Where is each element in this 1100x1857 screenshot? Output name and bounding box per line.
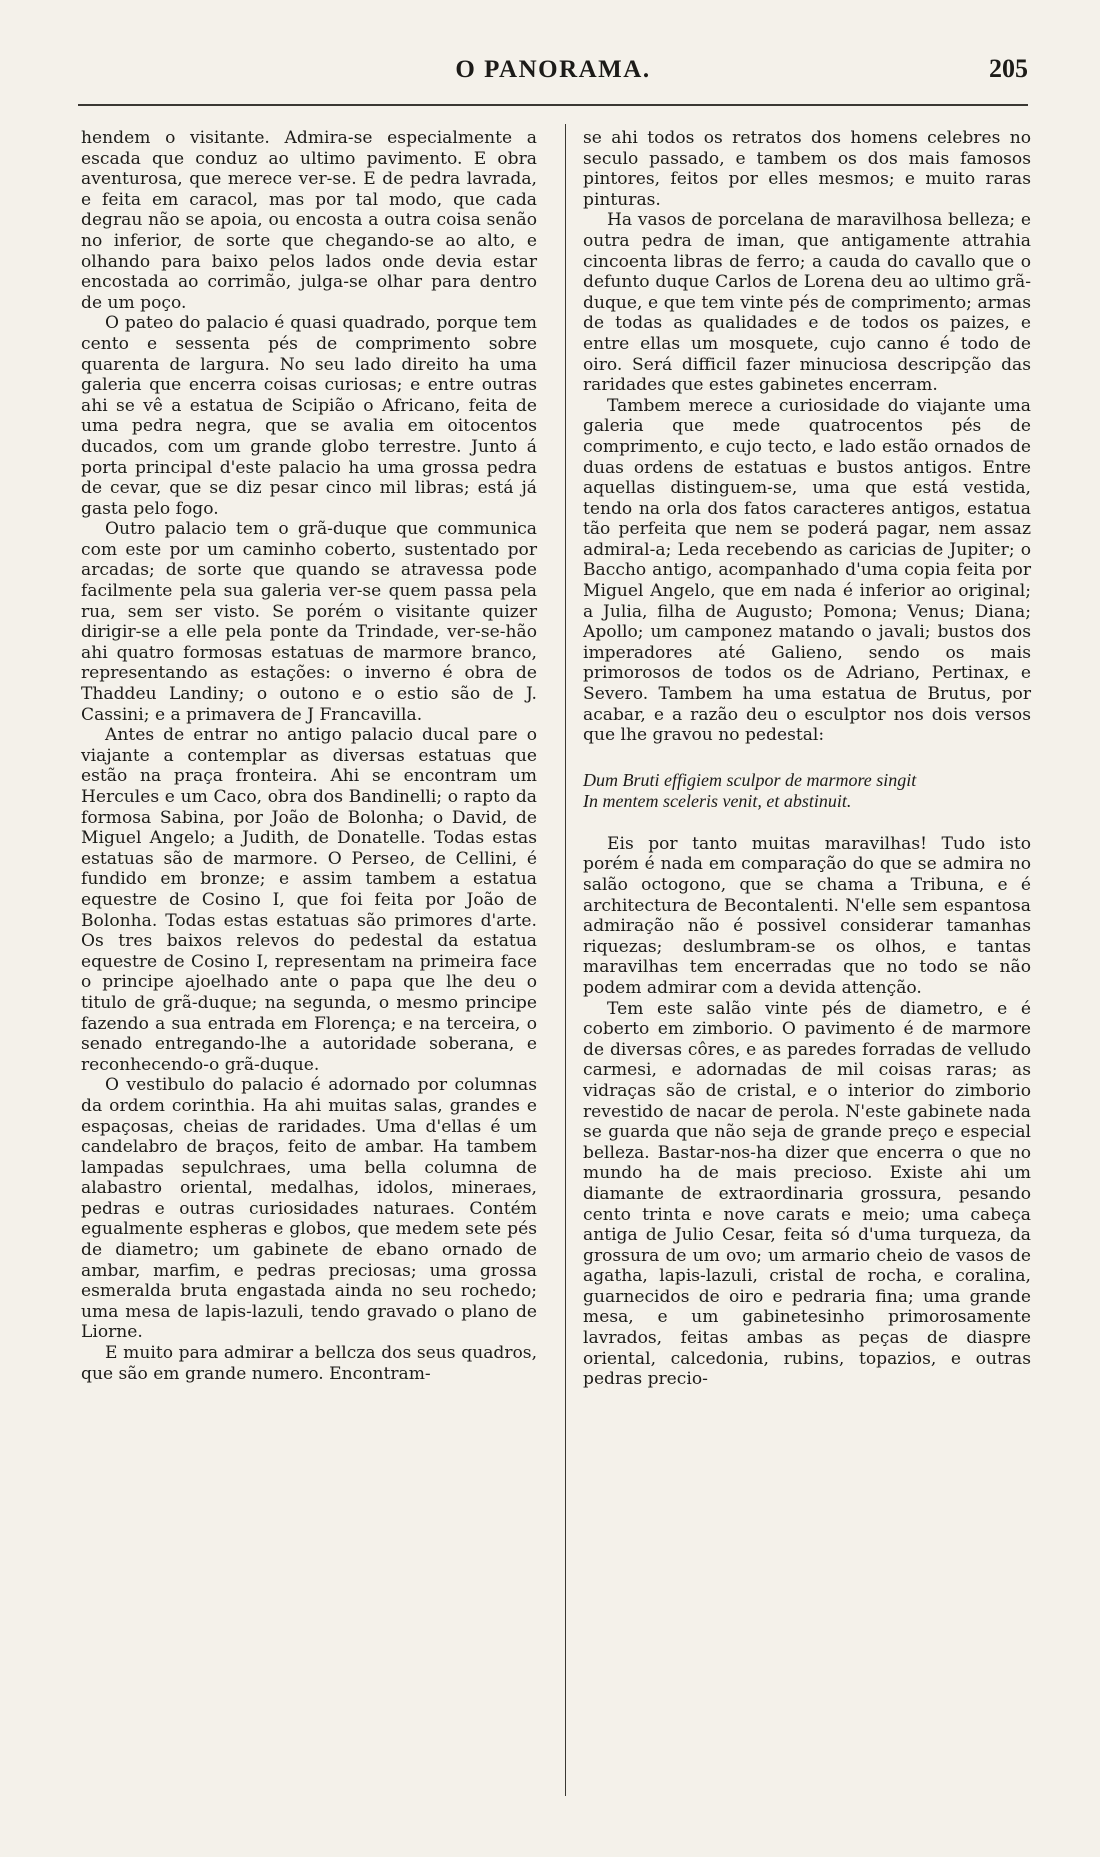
paragraph: Ha vasos de porcelana de maravilhosa belleza; e outra pedra de iman, que antigamente attrahia cincoenta libras de ferro; a cauda do cavallo que o defunto duque Carlos de Lorena deu ao ultimo grã-duque, e que tem vinte pés de comprimento; armas de todas as qualidades e de todos os paizes, e entre ellas um mosquete, cujo canno é todo de oiro. Será difficil fazer minuciosa descripção das raridades que estes gabinetes encerram.	[583, 210, 1031, 396]
left-column	[81, 128, 537, 1384]
paragraph: O pateo do palacio é quasi quadrado, porque tem cento e sessenta pés de comprimento sobre quarenta de largura. No seu lado direito ha uma galeria que encerra coisas curiosas; e entre outras ahi se vê a estatua de Scipião o Africano, feita de uma pedra negra, que se avalia em oitocentos ducados, com um grande globo terrestre. Junto á porta principal d'este palacio ha uma grossa pedra de cevar, que se diz pesar cinco mil libras; está já gasta pelo fogo.	[81, 313, 537, 519]
latin-verse-quote	[583, 770, 1031, 812]
paragraph: se ahi todos os retratos dos homens celebres no seculo passado, e tambem os dos mais famosos pintores, feitos por elles mesmos; e muito raras pinturas.	[583, 128, 1031, 210]
right-column	[583, 128, 1031, 1390]
paragraph: Antes de entrar no antigo palacio ducal pare o viajante a contemplar as diversas estatuas que estão na praça fronteira. Ahi se encontram um Hercules e um Caco, obra dos Bandinelli; o rapto da formosa Sabina, por João de Bolonha; o David, de Miguel Angelo; a Judith, de Donatelle. Todas estas estatuas são de marmore. O Perseo, de Cellini, é fundido em bronze; e assim tambem a estatua equestre de Cosino I, que foi feita por João de Bolonha. Todas estas estatuas são primores d'arte. Os tres baixos relevos do pedestal da estatua equestre de Cosino I, representam na primeira face o principe ajoelhado ante o papa que lhe deu o titulo de grã-duque; na segunda, o mesmo principe fazendo a sua entrada em Florença; e na terceira, o senado entregando-lhe a autoridade soberana, e reconhecendo-o grã-duque.	[81, 725, 537, 1075]
column-divider	[565, 124, 566, 1796]
header-rule	[78, 104, 1028, 106]
publication-title: O PANORAMA.	[455, 56, 651, 83]
verse-line: In mentem sceleris venit, et abstinuit.	[583, 790, 852, 811]
paragraph: Eis por tanto muitas maravilhas! Tudo isto porém é nada em comparação do que se admira no salão octogono, que se chama a Tribuna, e é architectura de Becontalenti. N'elle sem espantosa admiração não é possivel considerar tamanhas riquezas; deslumbram-se os olhos, e tantas maravilhas tem encerradas que no todo se não podem admirar com a devida attenção.	[583, 833, 1031, 998]
paragraph: hendem o visitante. Admira-se especialmente a escada que conduz ao ultimo pavimento. E obra aventurosa, que merece ver-se. E de pedra lavrada, e feita em caracol, mas por tal modo, que cada degrau não se apoia, ou encosta a outra coisa senão no inferior, de sorte que chegando-se ao alto, e olhando para baixo pelos lados onde devia estar encostada ao corrimão, julga-se olhar para dentro de um poço.	[81, 128, 537, 313]
paragraph: Outro palacio tem o grã-duque que communica com este por um caminho coberto, sustentado por arcadas; de sorte que quando se atravessa pode facilmente pela sua galeria ver-se quem passa pela rua, sem ser visto. Se porém o visitante quizer dirigir-se a elle pela ponte da Trindade, ver-se-hão ahi quatro formosas estatuas de marmore branco, representando as estações: o inverno é obra de Thaddeu Landiny; o outono e o estio são de J. Cassini; e a primavera de J Francavilla.	[81, 519, 537, 725]
page-header	[78, 48, 1028, 92]
verse-line: Dum Bruti effigiem sculpor de marmore singit	[583, 769, 917, 790]
paragraph: E muito para admirar a bellcza dos seus quadros, que são em grande numero. Encontram-	[81, 1343, 537, 1384]
page-number: 205	[989, 54, 1028, 83]
paragraph: Tambem merece a curiosidade do viajante uma galeria que mede quatrocentos pés de comprimento, e cujo tecto, e lado estão ornados de duas ordens de estatuas e bustos antigos. Entre aquellas distinguem-se, uma que está vestida, tendo na orla dos fatos caracteres antigos, estatua tão perfeita que nem se poderá pagar, nem assaz admiral-a; Leda recebendo as caricias de Jupiter; o Baccho antigo, acompanhado d'uma copia feita por Miguel Angelo, que em nada é inferior ao original; a Julia, filha de Augusto; Pomona; Venus; Diana; Apollo; um camponez matando o javali; bustos dos imperadores até Galieno, sendo os mais primorosos de todos os de Adriano, Pertinax, e Severo. Tambem ha uma estatua de Brutus, por acabar, e a razão deu o esculptor nos dois versos que lhe gravou no pedestal:	[583, 395, 1031, 746]
paragraph: Tem este salão vinte pés de diametro, e é coberto em zimborio. O pavimento é de marmore de diversas côres, e as paredes forradas de velludo carmesi, e adornadas de mil coisas raras; as vidraças são de cristal, e o interior do zimborio revestido de nacar de perola. N'este gabinete nada se guarda que não seja de grande preço e especial belleza. Bastar-nos-ha dizer que encerra o que no mundo ha de mais precioso. Existe ahi um diamante de extraordinaria grossura, pesando cento trinta e nove carats e meio; uma cabeça antiga de Julio Cesar, feita só d'uma turqueza, da grossura de um ovo; um armario cheio de vasos de agatha, lapis-lazuli, cristal de rocha, e coralina, guarnecidos de oiro e pedraria fina; uma grande mesa, e um gabinetesinho primorosamente lavrados, feitas ambas as peças de diaspre oriental, calcedonia, rubins, topazios, e outras pedras precio-	[583, 998, 1031, 1390]
paragraph: O vestibulo do palacio é adornado por columnas da ordem corinthia. Ha ahi muitas salas, grandes e espaçosas, cheias de raridades. Uma d'ellas é um candelabro de braços, feito de ambar. Ha tambem lampadas sepulchraes, uma bella columna de alabastro oriental, medalhas, idolos, mineraes, pedras e outras curiosidades naturaes. Contém egualmente espheras e globos, que medem sete pés de diametro; um gabinete de ebano ornado de ambar, marfim, e pedras preciosas; uma grossa esmeralda bruta engastada ainda no seu rochedo; uma mesa de lapis-lazuli, tendo gravado o plano de Liorne.	[81, 1075, 537, 1343]
